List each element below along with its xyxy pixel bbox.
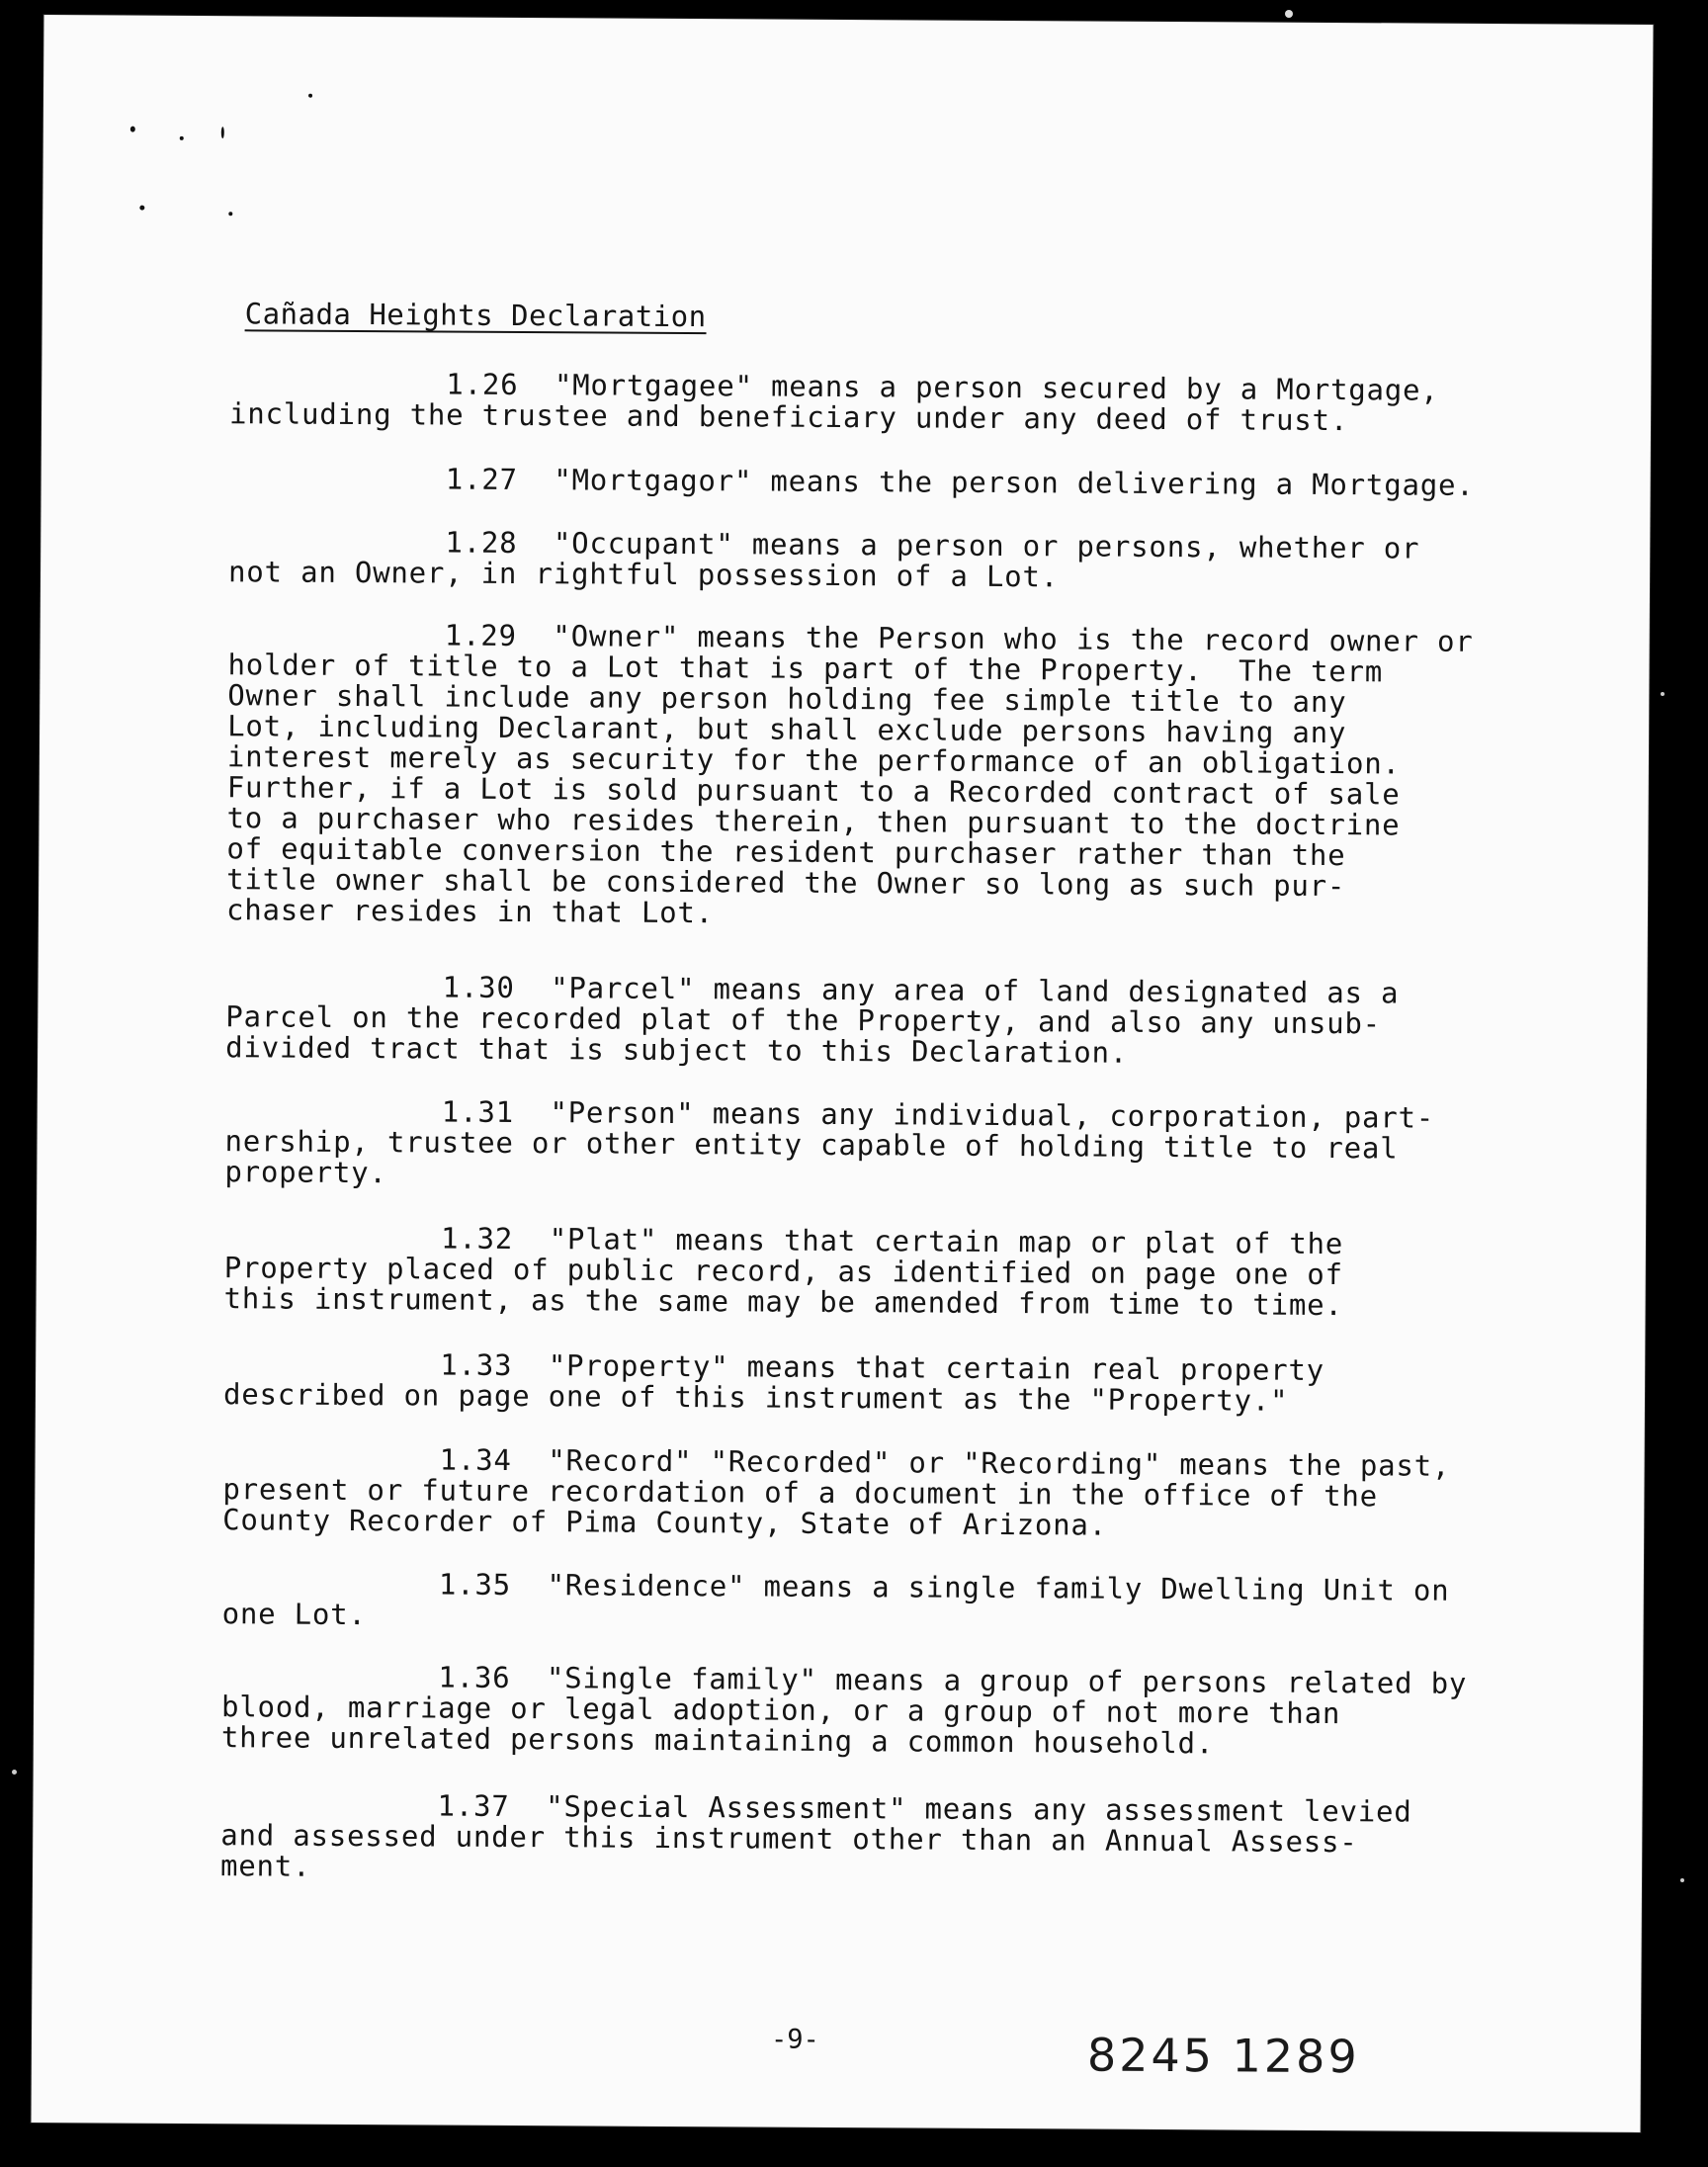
scan-speck xyxy=(221,127,224,138)
scan-speck xyxy=(12,1770,17,1775)
definition-1-35: 1.35 "Residence" means a single family Dwelling Unit on one Lot. xyxy=(221,1566,1450,1632)
definition-1-36: 1.36 "Single family" means a group of persons related by blood, marriage or legal adoption, or a group of not more than three unrelated persons maintaining a common household. xyxy=(220,1659,1468,1761)
recording-number: 8245 1289 xyxy=(1086,2028,1360,2084)
scan-speck xyxy=(1285,10,1293,18)
definition-1-27: 1.27 "Mortgagor" means the person delivering a Mortgage. xyxy=(228,461,1475,502)
document-page xyxy=(32,15,1654,2132)
definition-1-29: 1.29 "Owner" means the Person who is the record owner or holder of title to a Lot that is part of the Property. The term Owner shall include any person holding fee simple title to any Lot, including Declarant, but shall exclude persons having any interest merely as security for the performance of an obligation. Further, if a Lot is sold pursuant to a Recorded contract of sale to a purchaser who resides therein, then pursuant to the doctrine of equitable conversion the resident purchaser rather than the title owner shall be considered the Owner so long as such pur- chaser resides in that Lot. xyxy=(225,617,1474,930)
definition-1-33: 1.33 "Property" means that certain real property described on page one of this instrument as the "Property." xyxy=(222,1346,1325,1418)
page-number: -9- xyxy=(770,2024,819,2055)
scan-speck xyxy=(308,94,312,98)
scan-speck xyxy=(1661,692,1665,696)
scan-speck xyxy=(139,206,144,211)
definition-1-31: 1.31 "Person" means any individual, corporation, part- nership, trustee or other entity capable of holding title to real property. xyxy=(224,1093,1435,1190)
definition-1-34: 1.34 "Record" "Recorded" or "Recording" means the past, present or future recordation of a document in the office of the County Recorder of Pima County, State of Arizona. xyxy=(222,1441,1451,1542)
definition-1-26: 1.26 "Mortgagee" means a person secured by a Mortgage, including the trustee and beneficiary under any deed of trust. xyxy=(228,366,1439,438)
scan-speck xyxy=(180,136,184,140)
definition-1-28: 1.28 "Occupant" means a person or persons, whether or not an Owner, in rightful possession of a Lot. xyxy=(227,524,1420,594)
scan-speck xyxy=(130,127,135,132)
definition-1-32: 1.32 "Plat" means that certain map or plat of the Property placed of public record, as identified on page one of this instrument, as the same may be amended from time to time. xyxy=(223,1220,1344,1323)
scan-speck xyxy=(228,212,232,216)
document-header: Cañada Heights Declaration xyxy=(244,297,707,334)
definition-1-30: 1.30 "Parcel" means any area of land designated as a Parcel on the recorded plat of the Property, and also any unsub- divided tract that is subject to this Declaration. xyxy=(225,969,1400,1070)
scan-speck xyxy=(1680,1878,1684,1882)
definition-1-37: 1.37 "Special Assessment" means any assessment levied and assessed under this instrument other than an Annual Assess- ment. xyxy=(219,1787,1412,1883)
